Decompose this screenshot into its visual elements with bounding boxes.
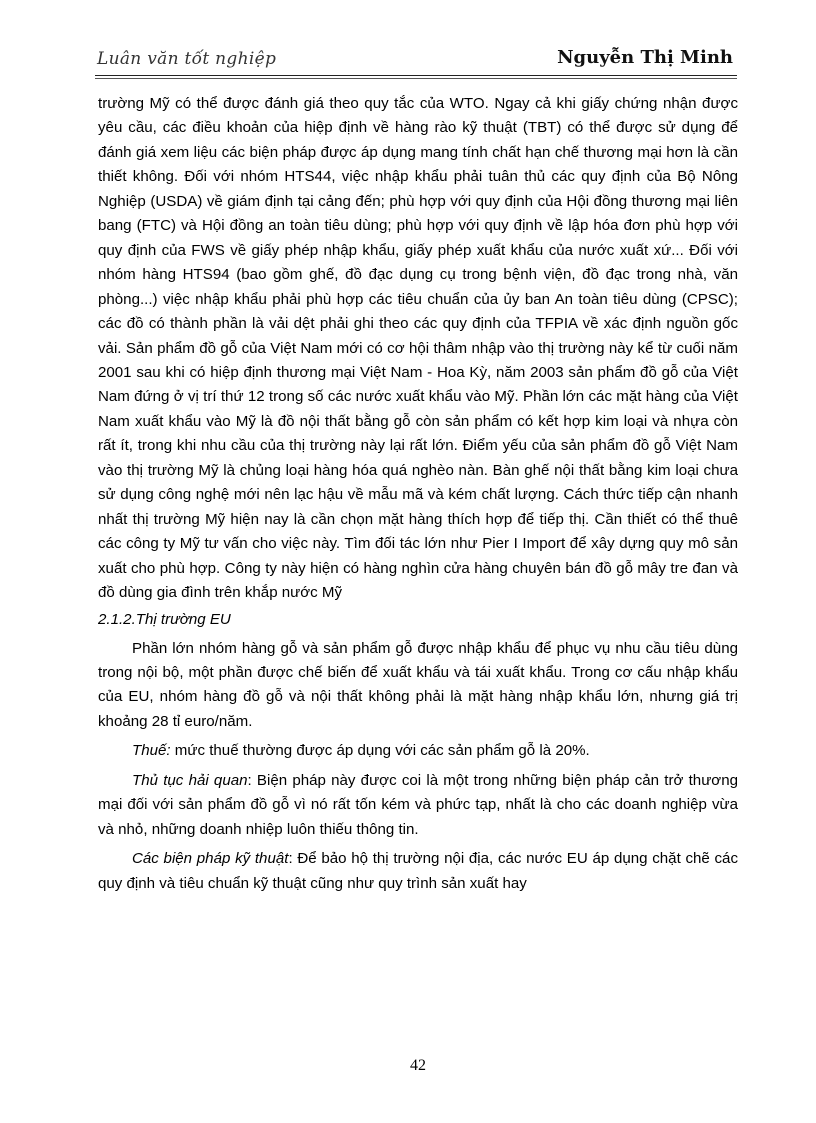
technical-measures-label: Các biện pháp kỹ thuật: [132, 850, 289, 868]
paragraph-us-market: trường Mỹ có thể được đánh giá theo quy tắc của WTO. Ngay cả khi giấy chứng nhận được yêu cầu, các điều khoản của hiệp định về hàng rào kỹ thuật (TBT) có thể được sử dụng để đánh giá xem liệu các biện pháp được áp dụng mang tính chất hạn chế thương mại hơn là cần thiết không. Đối với nhóm HTS44, việc nhập khẩu phải tuân thủ các quy định của Bộ Nông Nghiệp (USDA) về giám định tại cảng đến; phù hợp với quy định của Hội đồng thương mại liên bang (FTC) và Hội đồng an toàn tiêu dùng; phù hợp với quy định về lập hóa đơn phù hợp với quy định của FWS về giấy phép nhập khẩu, giấy phép xuất khẩu của nước xuất xứ... Đối với nhóm hàng HTS94 (bao gồm ghế, đồ đạc dụng cụ trong bệnh viện, đồ đạc trong nhà, văn phòng...) việc nhập khẩu phải phù hợp các tiêu chuẩn của ủy ban An toàn tiêu dùng (CPSC); các đồ có thành phần là vải dệt phải ghi theo các quy định của TFPIA về xác định nguồn gốc vải. Sản phẩm đồ gỗ của Việt Nam mới có cơ hội thâm nhập vào thị trường này kể từ cuối năm 2001 sau khi có hiệp định thương mại Việt Nam - Hoa Kỳ, năm 2003 sản phẩm đồ gỗ của Việt Nam đứng ở vị trí thứ 12 trong số các nước xuất khẩu vào Mỹ. Phần lớn các mặt hàng của Việt Nam xuất khẩu vào Mỹ là đồ nội thất bằng gỗ còn sản phẩm có kết hợp kim loại và nhựa còn rất ít, trong khi nhu cầu của thị trường này lại rất lớn. Điểm yếu của sản phẩm đồ gỗ Việt Nam vào thị trường Mỹ là chủng loại hàng hóa quá nghèo nàn. Bàn ghế nội thất bằng kim loại chưa sử dụng công nghệ mới nên lạc hậu về mẫu mã và kém chất lượng. Cách thức tiếp cận nhanh nhất thị trường Mỹ hiện nay là cần chọn mặt hàng thích hợp để tiếp thị. Cần thiết có thể thuê các công ty Mỹ tư vấn cho việc này. Tìm đối tác lớn như Pier I Import để xây dựng quy mô sản xuất cho phù hợp. Công ty này hiện có hàng nghìn cửa hàng chuyên bán đồ gỗ mây tre đan và đồ dùng gia đình trên khắp nước Mỹ: [98, 95, 738, 602]
tax-text: mức thuế thường được áp dụng với các sản phẩm gỗ là 20%.: [170, 742, 590, 760]
document-body: [98, 92, 738, 896]
page-header: [97, 44, 737, 74]
header-thesis-label: Luân văn tốt nghiệp: [97, 49, 277, 69]
header-divider: [95, 75, 737, 79]
paragraph-tax: [98, 739, 738, 763]
customs-label: Thủ tục hải quan: [132, 771, 248, 789]
paragraph-technical-measures: [98, 847, 738, 896]
paragraph-eu-overview: Phần lớn nhóm hàng gỗ và sản phẩm gỗ được nhập khẩu để phục vụ nhu cầu tiêu dùng trong nội bộ, một phần được chế biến để xuất khẩu và tái xuất khẩu. Trong cơ cấu nhập khẩu của EU, nhóm hàng đồ gỗ và nội thất không phải là mặt hàng nhập khẩu lớn, nhưng giá trị khoảng 28 tỉ euro/năm.: [98, 639, 738, 730]
technical-measures-text: : Để bảo hộ thị trường nội địa, các nước EU áp dụng chặt chẽ các quy định và tiêu chuẩn kỹ thuật cũng như quy trình sản xuất hay: [98, 850, 738, 892]
paragraph-customs: [98, 769, 738, 842]
tax-label: Thuế:: [132, 742, 171, 760]
page-number: 42: [410, 1057, 426, 1074]
section-heading-eu-market: 2.1.2.Thị trường EU: [98, 610, 231, 628]
header-author-name: Nguyễn Thị Minh: [557, 47, 733, 68]
customs-text: : Biện pháp này được coi là một trong những biện pháp cản trở thương mại đối với sản phẩm đồ gỗ vì nó rất tốn kém và phức tạp, nhất là cho các doanh nghiệp vừa và nhỏ, những doanh nhiệp luôn thiếu thông tin.: [98, 771, 738, 838]
